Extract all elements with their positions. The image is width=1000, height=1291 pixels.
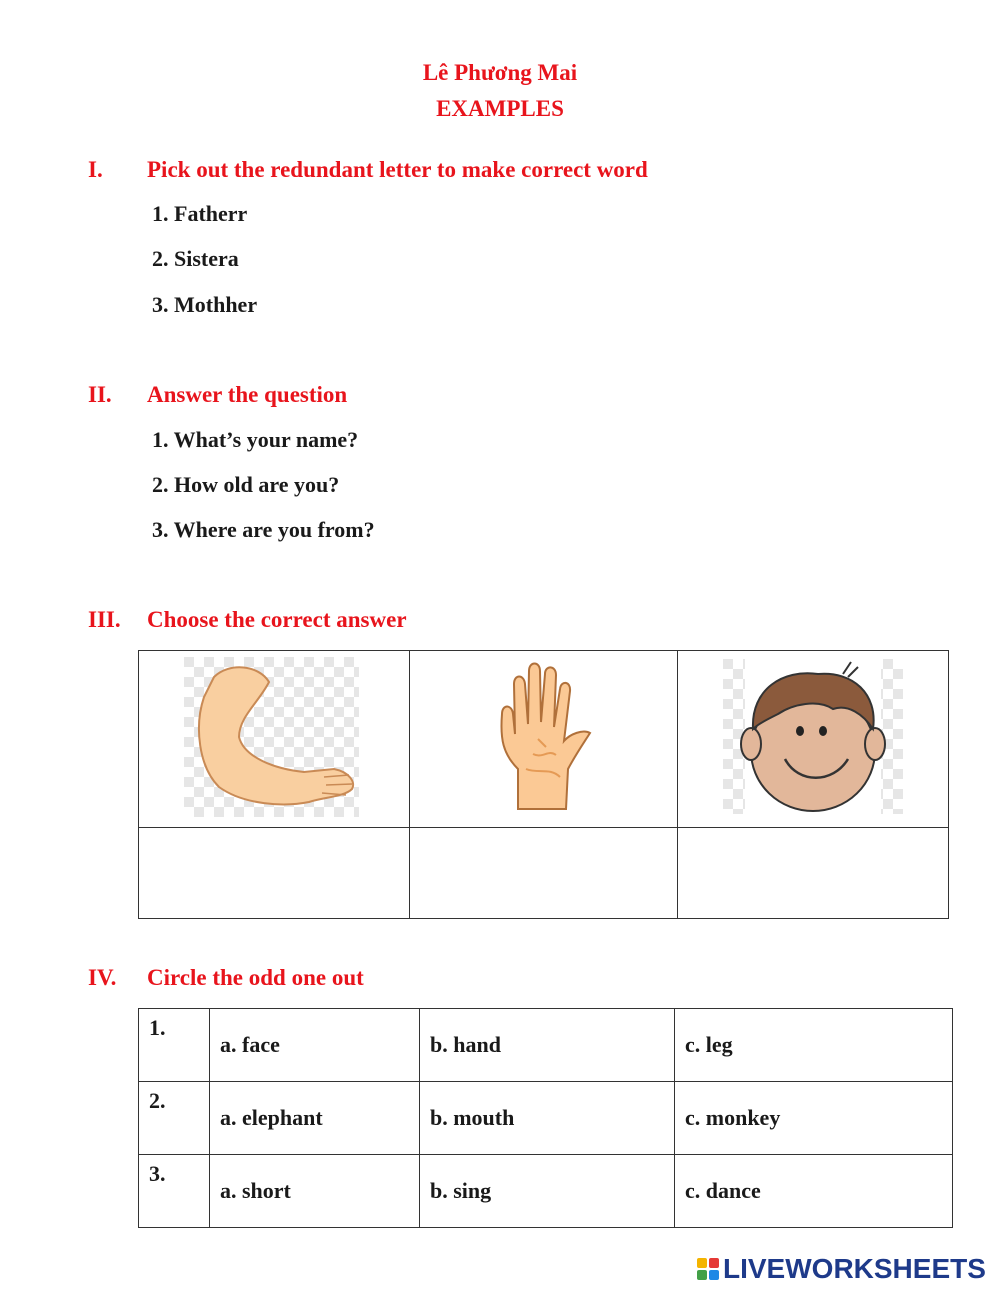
author-name: Lê Phương Mai	[422, 60, 578, 85]
face-icon	[723, 659, 903, 814]
picture-cell	[410, 651, 677, 828]
table-row	[139, 1082, 953, 1155]
row-number: 1.	[139, 1009, 210, 1082]
section-2-item: 3. Where are you from?	[152, 517, 375, 542]
logo-blocks-icon	[697, 1258, 719, 1280]
page-title: EXAMPLES	[436, 96, 564, 121]
option-b[interactable]: b. hand	[420, 1009, 675, 1082]
row-number: 3.	[139, 1155, 210, 1228]
answer-cell[interactable]	[410, 828, 677, 919]
option-a[interactable]: a. elephant	[210, 1082, 420, 1155]
section-1-title: Pick out the redundant letter to make correct word	[147, 157, 648, 182]
picture-table	[138, 650, 949, 919]
section-1-item: 3. Mothher	[152, 292, 258, 317]
table-row	[139, 1009, 953, 1082]
section-2-numeral: II.	[88, 382, 112, 407]
section-4-title: Circle the odd one out	[147, 965, 364, 990]
section-1-item: 2. Sistera	[152, 246, 239, 271]
arm-icon	[184, 657, 364, 817]
option-b[interactable]: b. sing	[420, 1155, 675, 1228]
picture-cell	[139, 651, 410, 828]
option-a[interactable]: a. short	[210, 1155, 420, 1228]
section-1-numeral: I.	[88, 157, 103, 182]
option-b[interactable]: b. mouth	[420, 1082, 675, 1155]
option-c[interactable]: c. leg	[675, 1009, 953, 1082]
logo-text: LIVEWORKSHEETS	[723, 1253, 986, 1284]
answer-cell[interactable]	[139, 828, 410, 919]
section-2-item: 2. How old are you?	[152, 472, 340, 497]
hand-icon	[488, 659, 598, 814]
section-3-numeral: III.	[88, 607, 121, 632]
option-a[interactable]: a. face	[210, 1009, 420, 1082]
option-c[interactable]: c. dance	[675, 1155, 953, 1228]
odd-one-out-table	[138, 1008, 953, 1228]
section-2-item: 1. What’s your name?	[152, 427, 359, 452]
option-c[interactable]: c. monkey	[675, 1082, 953, 1155]
section-1-item: 1. Fatherr	[152, 201, 248, 226]
liveworksheets-logo[interactable]	[697, 1253, 986, 1285]
section-2-title: Answer the question	[147, 382, 348, 407]
row-number: 2.	[139, 1082, 210, 1155]
answer-cell[interactable]	[677, 828, 948, 919]
picture-cell	[677, 651, 948, 828]
section-3-title: Choose the correct answer	[147, 607, 407, 632]
table-row	[139, 1155, 953, 1228]
section-4-numeral: IV.	[88, 965, 117, 990]
